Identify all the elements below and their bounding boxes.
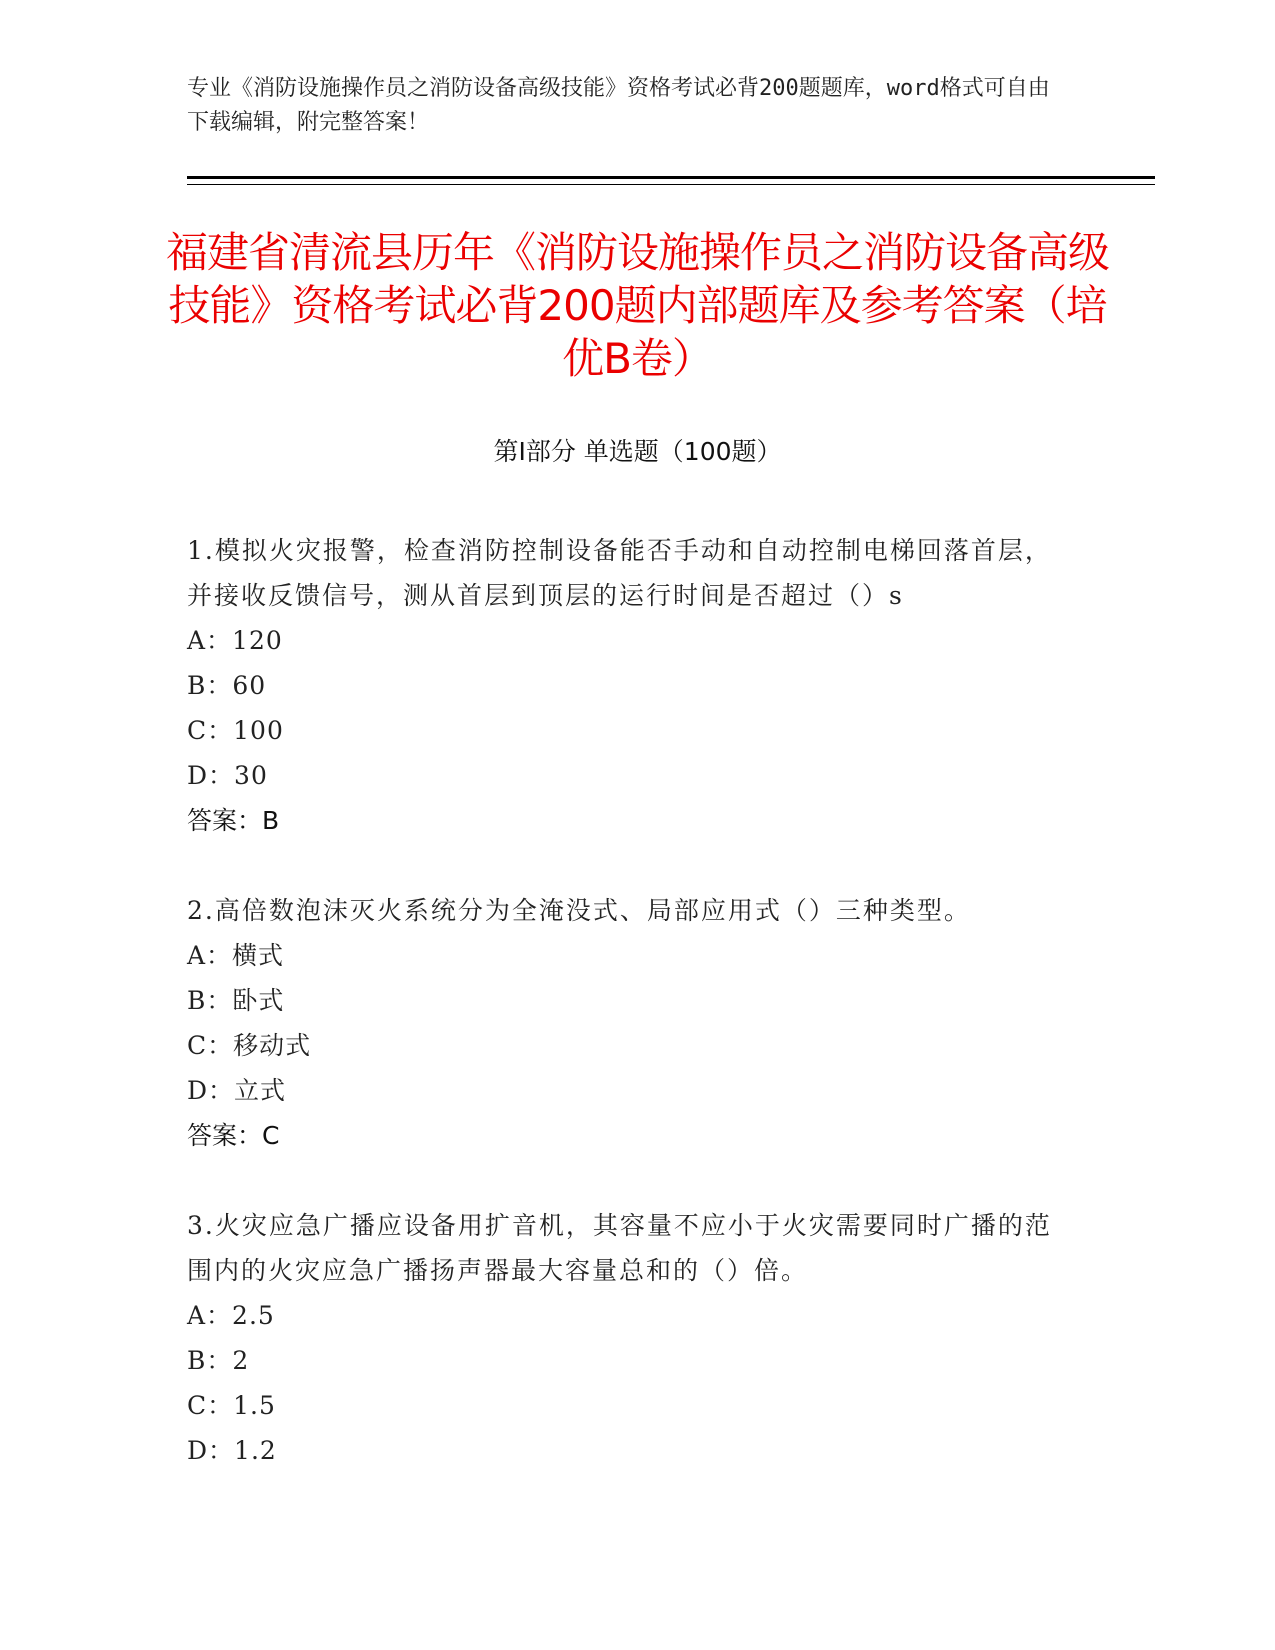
option-b: B：60 [187, 671, 267, 700]
option-d: D：30 [187, 761, 268, 790]
option-b: B：2 [187, 1346, 250, 1375]
option-a: A：120 [187, 626, 283, 655]
header-note: 专业《消防设施操作员之消防设备高级技能》资格考试必背200题题库，word格式可自由下载编辑，附完整答案！ [187, 76, 1050, 135]
option-c: C：1.5 [187, 1391, 276, 1420]
option-a: A：2.5 [187, 1301, 275, 1330]
answer-line: 答案：B [187, 806, 280, 835]
question-1 [187, 528, 1067, 843]
header-divider-thin [187, 184, 1155, 185]
option-c: C：移动式 [187, 1031, 312, 1060]
option-a: A：横式 [187, 941, 285, 970]
question-2 [187, 888, 1067, 1158]
question-stem: 1.模拟火灾报警，检查消防控制设备能否手动和自动控制电梯回落首层，并接收反馈信号，测从首层到顶层的运行时间是否超过（）s [187, 536, 1052, 610]
option-d: D：1.2 [187, 1436, 277, 1465]
option-b: B：卧式 [187, 986, 285, 1015]
question-3 [187, 1203, 1067, 1473]
section-title: 第Ⅰ部分 单选题（100题） [493, 437, 782, 466]
option-d: D：立式 [187, 1076, 287, 1105]
question-stem: 3.火灾应急广播应设备用扩音机，其容量不应小于火灾需要同时广播的范围内的火灾应急广播扬声器最大容量总和的（）倍。 [187, 1211, 1052, 1285]
question-list [187, 528, 1067, 1518]
option-c: C：100 [187, 716, 284, 745]
document-title: 福建省清流县历年《消防设施操作员之消防设备高级技能》资格考试必背200题内部题库及参考答案（培优B卷） [165, 228, 1109, 383]
header-divider-thick [187, 176, 1155, 179]
question-stem: 2.高倍数泡沫灭火系统分为全淹没式、局部应用式（）三种类型。 [187, 896, 971, 925]
answer-line: 答案：C [187, 1121, 280, 1150]
